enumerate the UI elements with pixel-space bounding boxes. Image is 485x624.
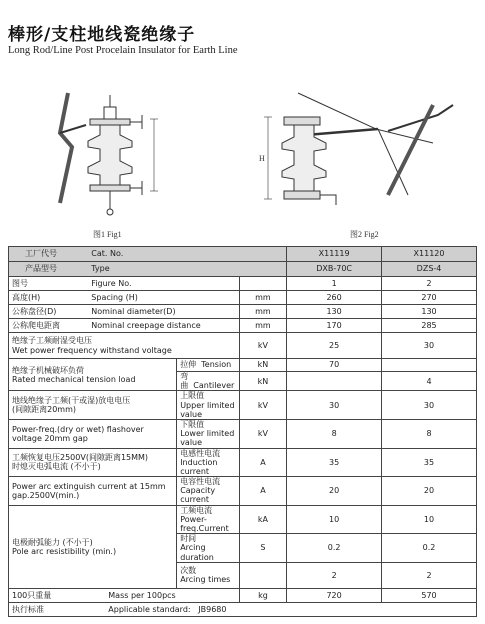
page-subtitle: Long Rod/Line Post Procelain Insulator for Earth Line xyxy=(8,45,238,56)
pf-current-label xyxy=(177,505,240,534)
table-row xyxy=(9,505,477,534)
tension-label xyxy=(177,359,240,372)
flashover-en2: voltage 20mm gap xyxy=(12,433,88,443)
table-row xyxy=(9,277,477,291)
table-row xyxy=(9,305,477,319)
lower-cn: 下限值 xyxy=(180,419,205,429)
cantilever-en: Cantilever xyxy=(193,381,235,391)
flashover-en1: Power-freq.(dry or wet) flashover xyxy=(12,424,144,434)
capacity-cn: 电容性电流 xyxy=(180,477,221,487)
induction-label xyxy=(177,448,240,477)
withstand-cn: 绝缘子工频耐湿受电压 xyxy=(12,336,92,346)
cat-no-col1: X11119 xyxy=(287,247,382,262)
standard-cn: 执行标准 xyxy=(9,602,89,616)
duration-v1: 0.2 xyxy=(287,534,382,563)
extinguish-cn1: 工频恢复电压2500V(间隙距离15MM) xyxy=(12,453,149,463)
cantilever-v2: 4 xyxy=(382,372,477,391)
table-row xyxy=(9,477,477,506)
table-row xyxy=(9,291,477,305)
pf-current-cn: 工频电流 xyxy=(180,505,213,515)
flashover-cn2: (间隙距离20mm) xyxy=(12,405,77,415)
creepage-v2: 285 xyxy=(382,319,477,333)
figure-no-unit xyxy=(239,277,286,291)
mech-en: Rated mechanical tension load xyxy=(12,374,136,384)
duration-unit: S xyxy=(239,534,286,563)
creepage-v1: 170 xyxy=(287,319,382,333)
spacing-unit: mm xyxy=(239,291,286,305)
product-type-label: 产品型号 xyxy=(9,262,89,277)
flashover-en-label xyxy=(9,419,177,448)
cantilever-v1 xyxy=(287,372,382,391)
induction-unit: A xyxy=(239,448,286,477)
capacity-label xyxy=(177,477,240,506)
lower-en: Lower limited value xyxy=(180,429,235,448)
tension-v2 xyxy=(382,359,477,372)
mass-v2: 570 xyxy=(382,588,477,602)
mass-unit: kg xyxy=(239,588,286,602)
figure-1-drawing xyxy=(38,85,168,225)
figure-no-v2: 2 xyxy=(382,277,477,291)
duration-v2: 0.2 xyxy=(382,534,477,563)
mass-cn: 100只重量 xyxy=(9,588,89,602)
tension-en: Tension xyxy=(201,360,232,370)
factory-code-label: 工厂代号 xyxy=(9,247,89,262)
creepage-en: Nominal creepage distance xyxy=(88,319,239,333)
figure-no-en: Figure No. xyxy=(88,277,239,291)
upper-label xyxy=(177,391,240,420)
type-col1: DXB-70C xyxy=(287,262,382,277)
figure-1-label: 图1 Fig1 xyxy=(93,230,122,239)
duration-label xyxy=(177,534,240,563)
induction-v2: 35 xyxy=(382,448,477,477)
diameter-en: Nominal diameter(D) xyxy=(88,305,239,319)
cat-no-col2: X11120 xyxy=(382,247,477,262)
withstand-label xyxy=(9,333,240,359)
cantilever-label xyxy=(177,372,240,391)
page-title: 棒形/支柱地线瓷绝缘子 xyxy=(8,25,196,45)
upper-en: Upper limited value xyxy=(180,400,235,419)
dimension-h-label: H xyxy=(259,154,265,163)
table-row xyxy=(9,359,477,372)
flashover-cn1: 地线绝缘子工频(干或湿)放电电压 xyxy=(12,395,131,405)
times-label xyxy=(177,562,240,588)
diameter-cn: 公称盘径(D) xyxy=(9,305,89,319)
tension-v1: 70 xyxy=(287,359,382,372)
table-row xyxy=(9,262,477,277)
times-en: Arcing times xyxy=(180,575,231,585)
table-row xyxy=(9,588,477,602)
withstand-en: Wet power frequency withstand voltage xyxy=(12,345,172,355)
induction-en: Induction current xyxy=(180,457,218,476)
figure-2-drawing xyxy=(258,85,458,225)
times-unit xyxy=(239,562,286,588)
spacing-en: Spacing (H) xyxy=(88,291,239,305)
withstand-unit: kV xyxy=(239,333,286,359)
pf-current-v2: 10 xyxy=(382,505,477,534)
upper-v2: 30 xyxy=(382,391,477,420)
flashover-cn-label xyxy=(9,391,177,420)
withstand-v1: 25 xyxy=(287,333,382,359)
upper-v1: 30 xyxy=(287,391,382,420)
capacity-v1: 20 xyxy=(287,477,382,506)
lower-v2: 8 xyxy=(382,419,477,448)
figure-2-label: 图2 Fig2 xyxy=(350,230,379,239)
mech-label xyxy=(9,359,177,391)
extinguish-cn2: 时熄灭电弧电流 (不小于) xyxy=(12,462,101,472)
cat-no-label: Cat. No. xyxy=(88,247,286,262)
lower-label xyxy=(177,419,240,448)
spacing-cn: 高度(H) xyxy=(9,291,89,305)
extinguish-cn-label xyxy=(9,448,177,477)
diameter-v2: 130 xyxy=(382,305,477,319)
times-cn: 次数 xyxy=(180,566,197,576)
figure-no-cn: 图号 xyxy=(9,277,89,291)
arc-en: Pole arc resistibility (min.) xyxy=(12,546,117,556)
upper-unit: kV xyxy=(239,391,286,420)
diameter-unit: mm xyxy=(239,305,286,319)
duration-en: Arcing duration xyxy=(180,543,214,562)
times-v2: 2 xyxy=(382,562,477,588)
arc-label xyxy=(9,505,177,588)
type-label: Type xyxy=(88,262,286,277)
pf-current-unit: kA xyxy=(239,505,286,534)
upper-cn: 上限值 xyxy=(180,391,205,401)
times-v1: 2 xyxy=(287,562,382,588)
induction-cn: 电感性电流 xyxy=(180,448,221,458)
spec-table xyxy=(8,246,477,617)
capacity-v2: 20 xyxy=(382,477,477,506)
lower-unit: kV xyxy=(239,419,286,448)
mech-cn: 绝缘子机械破坏负荷 xyxy=(12,365,84,375)
pf-current-v1: 10 xyxy=(287,505,382,534)
withstand-v2: 30 xyxy=(382,333,477,359)
type-col2: DZS-4 xyxy=(382,262,477,277)
spacing-v1: 260 xyxy=(287,291,382,305)
pf-current-en: Power-freq.Current xyxy=(180,514,229,533)
cantilever-unit: kN xyxy=(239,372,286,391)
lower-v1: 8 xyxy=(287,419,382,448)
table-row xyxy=(9,247,477,262)
arc-cn: 电极耐弧能力 (不小于) xyxy=(12,537,93,547)
spacing-v2: 270 xyxy=(382,291,477,305)
creepage-cn: 公称爬电距离 xyxy=(9,319,89,333)
extinguish-en1: Power arc extinguish current at 15mm xyxy=(12,481,166,491)
standard-value-cell xyxy=(88,602,476,616)
table-row xyxy=(9,419,477,448)
creepage-unit: mm xyxy=(239,319,286,333)
standard-value: JB9680 xyxy=(198,604,227,614)
induction-v1: 35 xyxy=(287,448,382,477)
diameter-v1: 130 xyxy=(287,305,382,319)
tension-cn: 拉伸 xyxy=(180,360,197,370)
standard-en: Applicable standard: xyxy=(108,604,191,614)
capacity-unit: A xyxy=(239,477,286,506)
table-row xyxy=(9,333,477,359)
table-row xyxy=(9,448,477,477)
mass-v1: 720 xyxy=(287,588,382,602)
table-row xyxy=(9,319,477,333)
cantilever-cn: 弯曲 xyxy=(180,372,189,391)
duration-cn: 时间 xyxy=(180,534,197,544)
capacity-en: Capacity current xyxy=(180,486,216,505)
figure-no-v1: 1 xyxy=(287,277,382,291)
tension-unit: kN xyxy=(239,359,286,372)
extinguish-en2: gap.2500V(min.) xyxy=(12,490,80,500)
mass-en: Mass per 100pcs xyxy=(88,588,239,602)
table-row xyxy=(9,391,477,420)
extinguish-en-label xyxy=(9,477,177,506)
table-row xyxy=(9,602,477,616)
